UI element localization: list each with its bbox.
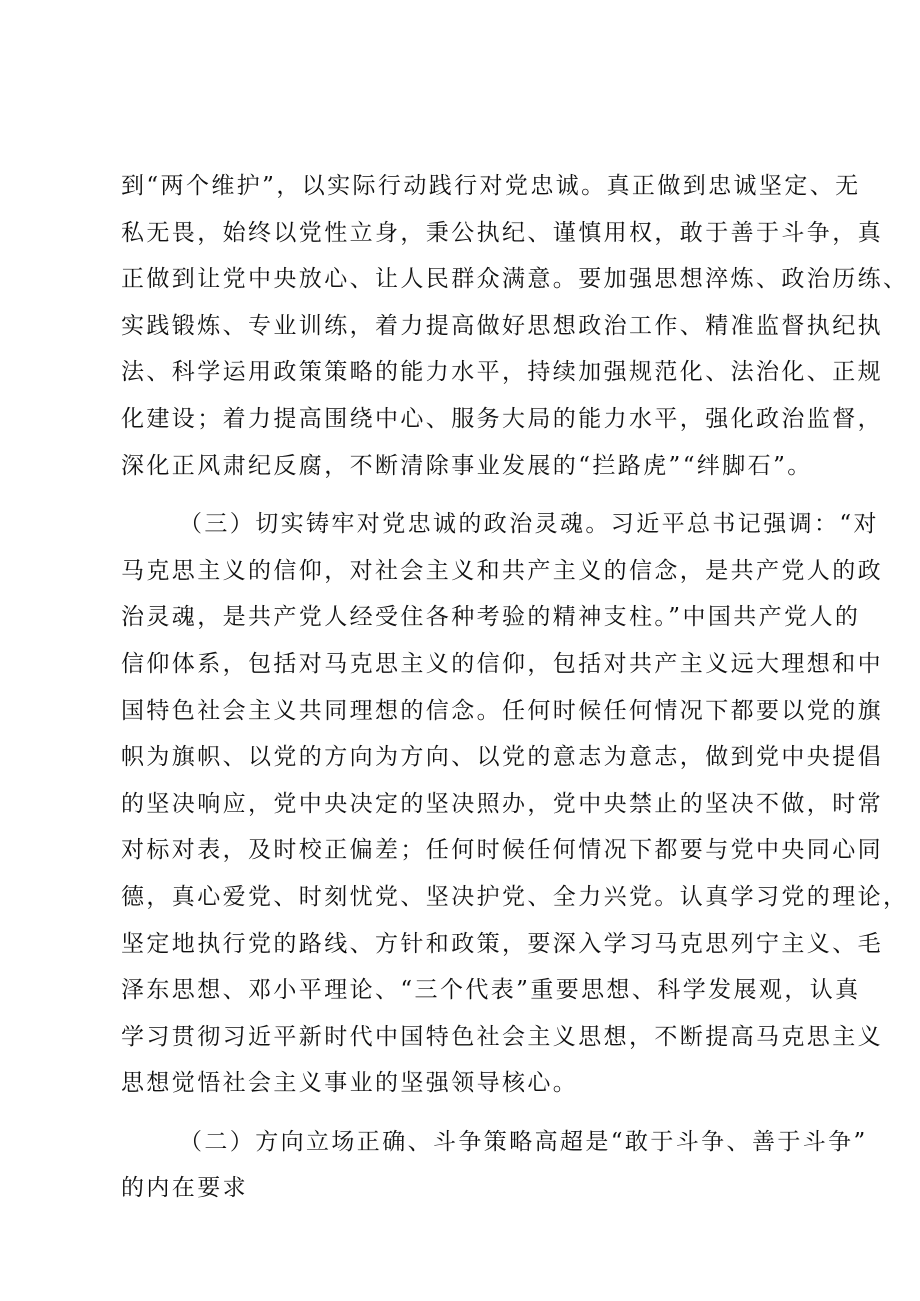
text-line-indented: （三）切实铸牢对党忠诚的政治灵魂。习近平总书记强调：“对	[179, 511, 879, 538]
paragraph-gap	[121, 1107, 821, 1119]
section-heading-line: 的内在要求	[121, 1175, 248, 1202]
text-line: 学习贯彻习近平新时代中国特色社会主义思想，不断提高马克思主义	[121, 1023, 883, 1050]
text-line: 的坚决响应，党中央决定的坚决照办，党中央禁止的坚决不做，时常	[121, 790, 883, 817]
text-line: 泽东思想、邓小平理论、“三个代表”重要思想、科学发展观，认真	[121, 977, 861, 1004]
paragraph-gap	[121, 489, 821, 501]
text-line: 思想觉悟社会主义事业的坚强领导核心。	[121, 1070, 579, 1097]
text-line: 马克思主义的信仰，对社会主义和共产主义的信念，是共产党人的政	[121, 557, 883, 584]
text-line: 治灵魂，是共产党人经受住各种考验的精神支柱。”中国共产党人的	[121, 604, 861, 631]
text-line: 国特色社会主义共同理想的信念。任何时候任何情况下都要以党的旗	[121, 697, 883, 724]
text-line: 化建设；着力提高围绕中心、服务大局的能力水平，强化政治监督，	[121, 405, 883, 432]
text-line: 坚定地执行党的路线、方针和政策，要深入学习马克思列宁主义、毛	[121, 930, 883, 957]
section-heading-line: （二）方向立场正确、斗争策略高超是“敢于斗争、善于斗争”	[179, 1128, 868, 1155]
text-line: 帜为旗帜、以党的方向为方向、以党的意志为意志，做到党中央提倡	[121, 744, 883, 771]
text-line: 实践锻炼、专业训练，着力提高做好思想政治工作、精准监督执纪执	[121, 312, 883, 339]
text-line: 对标对表，及时校正偏差；任何时候任何情况下都要与党中央同心同	[121, 837, 883, 864]
paragraph-political-soul	[121, 501, 909, 1107]
text-line: 到“两个维护”，以实际行动践行对党忠诚。真正做到忠诚坚定、无	[121, 173, 861, 199]
text-line: 信仰体系，包括对马克思主义的信仰，包括对共产主义远大理想和中	[121, 650, 883, 677]
text-line: 正做到让党中央放心、让人民群众满意。要加强思想淬炼、政治历练、	[121, 266, 909, 293]
text-line: 深化正风肃纪反腐，不断清除事业发展的“拦路虎”“绊脚石”。	[121, 452, 813, 479]
paragraph-loyalty-practice	[121, 163, 909, 489]
document-body	[121, 163, 909, 1212]
section-heading-struggle	[121, 1119, 868, 1212]
text-line: 德，真心爱党、时刻忧党、坚决护党、全力兴党。认真学习党的理论，	[121, 883, 909, 910]
text-line: 法、科学运用政策策略的能力水平，持续加强规范化、法治化、正规	[121, 359, 883, 386]
text-line: 私无畏，始终以党性立身，秉公执纪、谨慎用权，敢于善于斗争，真	[121, 219, 883, 246]
